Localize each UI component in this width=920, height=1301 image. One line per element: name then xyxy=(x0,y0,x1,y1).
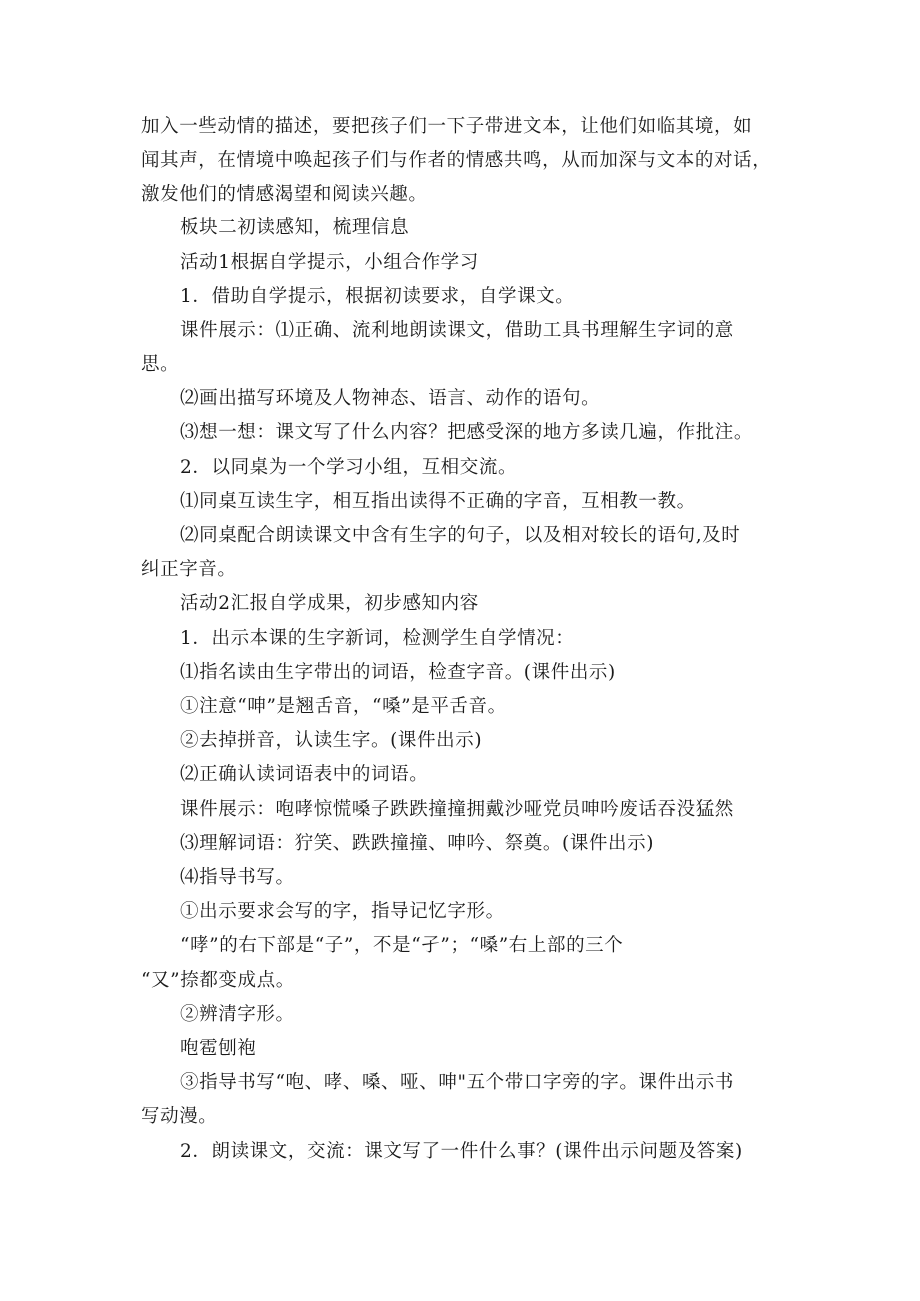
section-heading: 板块二初读感知，梳理信息 xyxy=(180,217,410,238)
paragraph-line: 课件展示：咆哮惊慌嗓子跌跌撞撞拥戴沙哑党员呻吟废话吞没猛然 xyxy=(180,799,734,820)
numbered-item: 2．朗读课文，交流：课文写了一件什么事？(课件出示问题及答案) xyxy=(180,1141,743,1162)
numbered-item: 2．以同桌为一个学习小组，互相交流。 xyxy=(180,457,518,478)
paragraph-line: 闻其声，在情境中唤起孩子们与作者的情感共鸣，从而加深与文本的对话， xyxy=(141,150,772,171)
paragraph-line: ⑴指名读由生字带出的词语，检查字音。(课件出示) xyxy=(180,662,616,683)
paragraph-line: 激发他们的情感渴望和阅读兴趣。 xyxy=(141,184,428,205)
paragraph-line: ③指导书写“咆、哮、嗓、哑、呻"五个带口字旁的字。课件出示书 xyxy=(180,1072,734,1093)
paragraph-line: 课件展示：⑴正确、流利地朗读课文，借助工具书理解生字词的意 xyxy=(180,320,734,341)
activity-heading: 活动2汇报自学成果，初步感知内容 xyxy=(180,593,479,614)
paragraph-line: ①出示要求会写的字，指导记忆字形。 xyxy=(180,901,505,922)
paragraph-line: 写动漫。 xyxy=(141,1106,218,1127)
numbered-item: 1．出示本课的生字新词，检测学生自学情况： xyxy=(180,628,575,649)
paragraph-line: “又”捺都变成点。 xyxy=(141,970,295,991)
paragraph-line: ①注意“呻”是翘舌音，“嗓”是平舌音。 xyxy=(180,696,507,717)
paragraph-line: ⑵同桌配合朗读课文中含有生字的句子，以及相对较长的语句,及时 xyxy=(180,525,741,546)
paragraph-line: ⑶理解词语：狞笑、跌跌撞撞、呻吟、祭奠。(课件出示) xyxy=(180,833,655,854)
activity-heading: 活动1根据自学提示，小组合作学习 xyxy=(180,252,479,273)
paragraph-line: ⑴同桌互读生字，相互指出读得不正确的字音，互相教一教。 xyxy=(180,491,696,512)
paragraph-line: ②辨清字形。 xyxy=(180,1004,295,1025)
paragraph-line: “哮”的右下部是“子”，不是“孑”；“嗓”右上部的三个 xyxy=(180,935,624,956)
paragraph-line: ⑷指导书写。 xyxy=(180,867,295,888)
paragraph-line: 思。 xyxy=(141,354,180,375)
paragraph-line: ⑶想一想：课文写了什么内容？把感受深的地方多读几遍，作批注。 xyxy=(180,422,754,443)
paragraph-line: 纠正字音。 xyxy=(141,559,237,580)
paragraph-line: ⑵画出描写环境及人物神态、语言、动作的语句。 xyxy=(180,388,601,409)
paragraph-line: 咆雹刨袍 xyxy=(180,1038,257,1059)
numbered-item: 1．借助自学提示，根据初读要求，自学课文。 xyxy=(180,286,575,307)
paragraph-line: ②去掉拼音，认读生字。(课件出示) xyxy=(180,730,483,751)
paragraph-line: 加入一些动情的描述，要把孩子们一下子带进文本，让他们如临其境，如 xyxy=(141,116,753,137)
paragraph-line: ⑵正确认读词语表中的词语。 xyxy=(180,764,429,785)
